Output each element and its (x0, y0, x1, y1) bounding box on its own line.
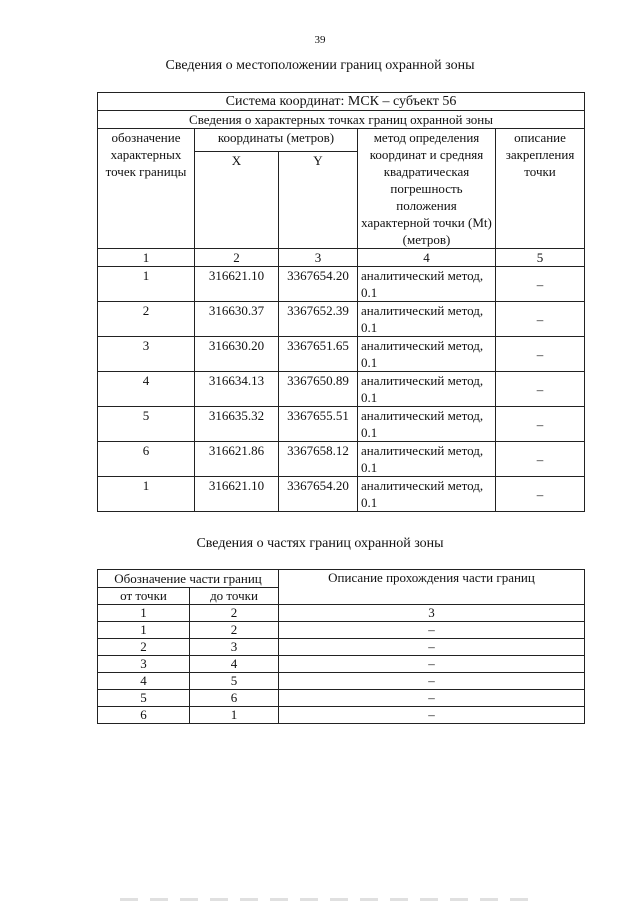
method-cell: аналитический метод, 0.1 (358, 477, 496, 512)
part-description-cell: – (279, 707, 585, 724)
table-row (98, 407, 585, 442)
column-number: 5 (496, 249, 585, 267)
x-cell: 316630.20 (195, 337, 279, 372)
y-cell: 3367650.89 (279, 372, 358, 407)
header-part-description: Описание прохождения части границ (279, 570, 585, 605)
description-cell: – (496, 337, 585, 372)
description-cell: – (496, 407, 585, 442)
description-cell: – (496, 302, 585, 337)
header-part-designation: Обозначение части границ (98, 570, 279, 588)
table-row (98, 302, 585, 337)
y-cell: 3367655.51 (279, 407, 358, 442)
point-cell: 3 (98, 337, 195, 372)
table-row (98, 477, 585, 512)
from-point-cell: 2 (98, 639, 190, 656)
part-description-cell: – (279, 690, 585, 707)
header-y: Y (279, 152, 358, 249)
column-number: 1 (98, 605, 190, 622)
table-row (98, 656, 585, 673)
table-row (98, 690, 585, 707)
method-cell: аналитический метод, 0.1 (358, 407, 496, 442)
x-cell: 316621.86 (195, 442, 279, 477)
page-number: 39 (314, 34, 326, 46)
y-cell: 3367651.65 (279, 337, 358, 372)
point-cell: 2 (98, 302, 195, 337)
table-row (98, 639, 585, 656)
header-method: метод определения координат и средняя квадратическая погрешность положения характерной точки (Mt) (метров) (358, 129, 496, 249)
from-point-cell: 3 (98, 656, 190, 673)
coordinate-system: Система координат: МСК – субъект 56 (98, 93, 585, 111)
point-cell: 1 (98, 267, 195, 302)
header-point: обозначение характерных точек границы (98, 129, 195, 249)
header-coordinates: координаты (метров) (195, 129, 358, 152)
column-numbers-row (98, 605, 585, 622)
point-cell: 1 (98, 477, 195, 512)
coordinates-table (97, 92, 585, 512)
header-x: X (195, 152, 279, 249)
y-cell: 3367652.39 (279, 302, 358, 337)
x-cell: 316635.32 (195, 407, 279, 442)
description-cell: – (496, 477, 585, 512)
boundary-parts-table (97, 569, 585, 724)
from-point-cell: 5 (98, 690, 190, 707)
column-number: 2 (190, 605, 279, 622)
y-cell: 3367654.20 (279, 267, 358, 302)
description-cell: – (496, 442, 585, 477)
scan-artifact (120, 898, 540, 901)
column-number: 1 (98, 249, 195, 267)
table-subtitle: Сведения о характерных точках границ охранной зоны (98, 111, 585, 129)
section-title-location: Сведения о местоположении границ охранной зоны (165, 58, 475, 73)
y-cell: 3367658.12 (279, 442, 358, 477)
to-point-cell: 2 (190, 622, 279, 639)
x-cell: 316621.10 (195, 477, 279, 512)
method-cell: аналитический метод, 0.1 (358, 442, 496, 477)
table-row (98, 707, 585, 724)
description-cell: – (496, 372, 585, 407)
header-to-point: до точки (190, 588, 279, 605)
method-cell: аналитический метод, 0.1 (358, 302, 496, 337)
part-description-cell: – (279, 673, 585, 690)
x-cell: 316630.37 (195, 302, 279, 337)
table-row (98, 267, 585, 302)
y-cell: 3367654.20 (279, 477, 358, 512)
point-cell: 4 (98, 372, 195, 407)
table-row (98, 337, 585, 372)
x-cell: 316634.13 (195, 372, 279, 407)
description-cell: – (496, 267, 585, 302)
column-number: 4 (358, 249, 496, 267)
method-cell: аналитический метод, 0.1 (358, 337, 496, 372)
part-description-cell: – (279, 656, 585, 673)
section-title-parts: Сведения о частях границ охранной зоны (196, 536, 444, 551)
table-row (98, 673, 585, 690)
table-row (98, 622, 585, 639)
from-point-cell: 6 (98, 707, 190, 724)
x-cell: 316621.10 (195, 267, 279, 302)
header-description: описание закрепления точки (496, 129, 585, 249)
from-point-cell: 1 (98, 622, 190, 639)
to-point-cell: 4 (190, 656, 279, 673)
point-cell: 6 (98, 442, 195, 477)
column-number: 2 (195, 249, 279, 267)
column-numbers-row (98, 249, 585, 267)
to-point-cell: 1 (190, 707, 279, 724)
table-row (98, 372, 585, 407)
method-cell: аналитический метод, 0.1 (358, 267, 496, 302)
method-cell: аналитический метод, 0.1 (358, 372, 496, 407)
part-description-cell: – (279, 639, 585, 656)
point-cell: 5 (98, 407, 195, 442)
to-point-cell: 5 (190, 673, 279, 690)
from-point-cell: 4 (98, 673, 190, 690)
column-number: 3 (279, 249, 358, 267)
header-from-point: от точки (98, 588, 190, 605)
part-description-cell: – (279, 622, 585, 639)
table-row (98, 442, 585, 477)
column-number: 3 (279, 605, 585, 622)
to-point-cell: 6 (190, 690, 279, 707)
to-point-cell: 3 (190, 639, 279, 656)
